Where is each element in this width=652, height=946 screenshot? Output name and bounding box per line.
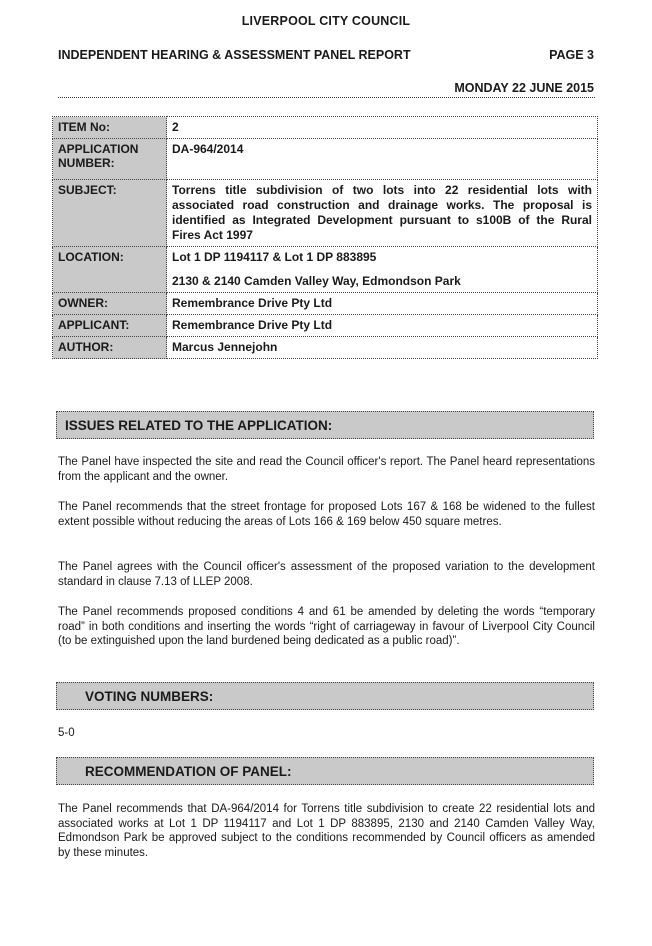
application-number-value: DA-964/2014 [167,139,598,180]
header-divider [58,97,595,98]
voting-heading: VOTING NUMBERS: [56,682,594,710]
table-row-location [53,247,598,293]
location-label: LOCATION: [53,247,167,293]
item-no-value: 2 [167,117,598,139]
location-value [167,247,598,293]
issues-heading: ISSUES RELATED TO THE APPLICATION: [56,411,594,439]
recommendation-heading: RECOMMENDATION OF PANEL: [56,757,594,785]
page-number: PAGE 3 [549,48,594,62]
issues-paragraph-4: The Panel recommends proposed conditions 4 and 61 be amended by deleting the words “temporary road” in both conditions and inserting the words “right of carriageway in favour of Liverpool City Council (to be extinguished upon the land burdened being dedicated as a public road)”. [58,606,595,647]
location-line-2: 2130 & 2140 Camden Valley Way, Edmondson Park [172,274,461,288]
application-number-label: APPLICATION NUMBER: [53,139,167,180]
author-value: Marcus Jennejohn [167,337,598,359]
applicant-label: APPLICANT: [53,315,167,337]
applicant-value: Remembrance Drive Pty Ltd [167,315,598,337]
table-row-application-number [53,139,598,180]
recommendation-text: The Panel recommends that DA-964/2014 for Torrens title subdivision to create 22 residential lots and associated works at Lot 1 DP 1194117 and Lot 1 DP 883895, 2130 and 2140 Camden Valley Way, Edmondson Park be approved subject to the conditions recommended by Council officers as amended by these minutes. [58,803,595,859]
author-label: AUTHOR: [53,337,167,359]
issues-paragraph-3: The Panel agrees with the Council officer's assessment of the proposed variation to the development standard in clause 7.13 of LLEP 2008. [58,561,595,588]
table-row-subject [53,180,598,247]
table-row-author [53,337,598,359]
meeting-date: MONDAY 22 JUNE 2015 [454,81,594,95]
voting-numbers-value: 5-0 [58,727,75,739]
report-title: INDEPENDENT HEARING & ASSESSMENT PANEL REPORT [58,48,411,62]
application-details-table [52,116,598,359]
location-line-1: Lot 1 DP 1194117 & Lot 1 DP 883895 [172,250,377,264]
table-row-owner [53,293,598,315]
table-row-item-no [53,117,598,139]
table-row-applicant [53,315,598,337]
council-name: LIVERPOOL CITY COUNCIL [241,14,411,28]
owner-value: Remembrance Drive Pty Ltd [167,293,598,315]
subject-label: SUBJECT: [53,180,167,247]
issues-paragraph-2: The Panel recommends that the street frontage for proposed Lots 167 & 168 be widened to the fullest extent possible without reducing the areas of Lots 166 & 169 below 450 square metres. [58,501,595,528]
issues-paragraph-1: The Panel have inspected the site and read the Council officer's report. The Panel heard representations from the applicant and the owner. [58,456,595,483]
owner-label: OWNER: [53,293,167,315]
item-no-label: ITEM No: [53,117,167,139]
subject-value: Torrens title subdivision of two lots into 22 residential lots with associated road construction and drainage works. The proposal is identified as Integrated Development pursuant to s100B of the Rural Fires Act 1997 [167,180,598,247]
